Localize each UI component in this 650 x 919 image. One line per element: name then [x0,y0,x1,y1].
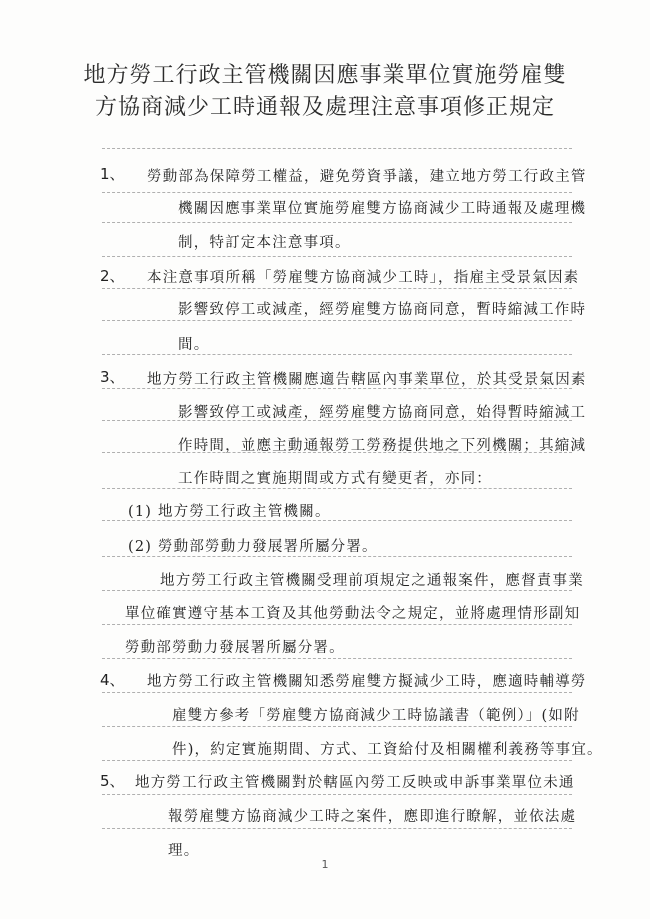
continuation-line: 單位確實遵守基本工資及其他勞動法令之規定，並將處理情形副知 [125,606,581,622]
item-text-line: 機關因應事業單位實施勞雇雙方協商減少工時通報及處理機 [178,201,587,217]
item-text-line: 制，特訂定本注意事項。 [178,235,351,251]
continuation-line: 勞動部勞動力發展署所屬分署。 [125,640,345,656]
item-number: 4、 [100,671,125,689]
item-text-line: 勞動部為保障勞工權益，避免勞資爭議，建立地方勞工行政主管 [147,169,587,185]
item-text-line: 影響致停工或減產，經勞雇雙方協商同意，暫時縮減工作時 [178,302,587,318]
continuation-line: 地方勞工行政主管機關受理前項規定之通報案件，應督責事業 [160,573,584,589]
item-number: 1、 [100,165,125,183]
item-text-line: 報勞雇雙方協商減少工時之案件，應即進行瞭解，並依法處 [168,809,577,825]
item-text-line: 作時間，並應主動通報勞工勞務提供地之下列機關；其縮減 [178,438,587,454]
document-title-line-2: 方協商減少工時通報及處理注意事項修正規定 [94,95,555,120]
item-text-line: 影響致停工或減產，經勞雇雙方協商同意，始得暫時縮減工 [178,405,587,421]
page-number: 1 [321,858,329,871]
ruled-line [102,556,572,557]
item-number: 5、 [100,772,125,790]
item-text-line: 本注意事項所稱「勞雇雙方協商減少工時」，指雇主受景氣因素 [147,270,580,286]
item-number: 3、 [100,368,125,386]
document-title-line-1: 地方勞工行政主管機關因應事業單位實施勞雇雙 [83,63,567,88]
ruled-line [102,320,572,321]
ruled-line [102,354,572,355]
ruled-line [102,760,572,761]
item-text-line: 地方勞工行政主管機關對於轄區內勞工反映或申訴事業單位未通 [135,775,575,791]
subitem-line: (1) 地方勞工行政主管機關。 [128,504,331,520]
ruled-line [102,590,572,591]
ruled-line [102,726,572,727]
item-text-line: 地方勞工行政主管機關知悉勞雇雙方擬減少工時，應適時輔導勞 [147,674,587,690]
ruled-line [102,624,572,625]
ruled-line [102,658,572,659]
item-number: 2、 [100,267,125,285]
ruled-line [102,192,572,193]
item-text-line: 件)，約定實施期間、方式、工資給付及相關權利義務等事宜。 [172,742,603,758]
item-text-line: 地方勞工行政主管機關應適告轄區內事業單位，於其受景氣因素 [147,372,587,388]
ruled-line [102,828,572,829]
ruled-line [102,148,572,149]
item-text-line: 間。 [178,337,210,353]
item-text-line: 工作時間之實施期間或方式有變更者，亦同： [178,471,492,487]
ruled-line [102,288,572,289]
item-text-line: 理。 [168,843,200,859]
ruled-line [102,794,572,795]
ruled-line [102,692,572,693]
ruled-line [102,222,572,223]
item-text-line: 雇雙方參考「勞雇雙方協商減少工時協議書（範例）」(如附 [172,708,580,724]
ruled-line [102,256,572,257]
ruled-line [102,488,572,489]
subitem-line: (2) 勞動部勞動力發展署所屬分署。 [128,539,378,555]
